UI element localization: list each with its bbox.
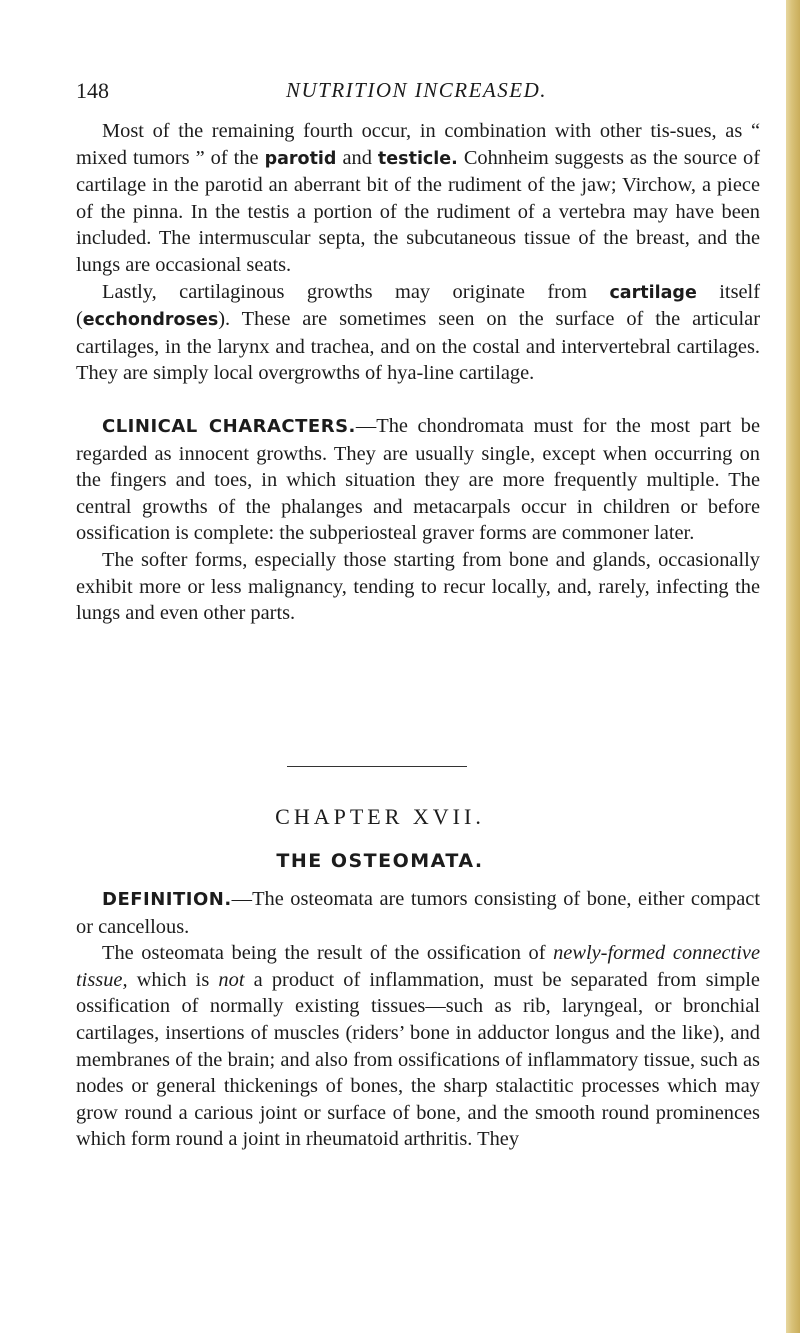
- text-run: The osteomata being the result of the ossification of: [102, 942, 554, 965]
- text-run: The softer forms, especially those starting from bone and glands, occasionally exhibit more or less malignancy, tending to recur locally, and, rarely, infecting the lungs and even other parts.: [76, 548, 760, 625]
- bold-term-parotid: parotid: [264, 148, 337, 169]
- paragraph-clinical-characters: [76, 413, 760, 547]
- text-run: Lastly, cartilaginous growths may originate from: [102, 280, 610, 303]
- text-run: a product of inflammation, must be separated from simple ossification of normally existing tissues—such as rib, laryngeal, or bronchial cartilages, insertions of muscles (riders’ bone in adductor longus and the like), and membranes of the brain; and also from ossifications of inflammatory tissue, such as nodes or general thickenings of bones, the sharp stalactitic processes which may grow round a carious joint or surface of bone, and the smooth round prominences which form round a joint in rheumatoid arthritis. They: [76, 968, 760, 1151]
- body-text-top: [76, 118, 760, 627]
- italic-term-not: not: [218, 968, 245, 991]
- chapter-number: CHAPTER XVII.: [275, 804, 485, 829]
- text-run: ). These are sometimes seen on the surface of the articular cartilages, in the larynx and trachea, and on the costal and intervertebral cartilages. They are simply local overgrowths of hya-line cartilage.: [76, 308, 760, 385]
- section-heading-definition: DEFINITION.: [102, 889, 232, 910]
- chapter-divider: [287, 766, 467, 767]
- bold-term-cartilage: cartilage: [609, 282, 697, 303]
- bold-term-ecchondroses: ecchondroses: [82, 310, 219, 331]
- chapter-title: THE OSTEOMATA.: [276, 850, 484, 872]
- text-run: itself (: [76, 280, 761, 331]
- text-run: Cohnheim suggests as the source of cartilage in the parotid an aberrant bit of the rudiment of the jaw; Virchow, a piece of the pinna. In the testis a portion of the rudiment of a vertebra may have been included. The intermuscular septa, the subcutaneous tissue of the breast, and the lungs are occasional seats.: [76, 146, 761, 276]
- running-head: NUTRITION INCREASED.: [286, 78, 547, 102]
- text-run: —The osteomata are tumors consisting of bone, either compact or cancellous.: [76, 888, 760, 938]
- text-run: Most of the remaining fourth occur, in combination with other tis-sues, as “ mixed tumors ” of the: [76, 120, 760, 169]
- text-run: —The chondromata must for the most part be regarded as innocent growths. They are usually single, except when occurring on the fingers and toes, in which situation they are more frequently multiple. The central growths of the phalanges and metacarpals occur in children or before ossification is complete: the subperiosteal graver forms are commoner later.: [76, 414, 760, 545]
- text-run: which is: [127, 968, 219, 991]
- paragraph-ecchondroses: [76, 279, 760, 387]
- page-number: 148: [76, 78, 109, 103]
- page-edge: [786, 0, 800, 1333]
- spacer: [76, 387, 760, 413]
- paragraph-osteomata: [76, 940, 760, 1153]
- paragraph-softer-forms: [76, 547, 760, 627]
- page-header: [76, 78, 756, 108]
- section-heading-clinical: CLINICAL CHARACTERS.: [102, 415, 356, 437]
- italic-term-newly-formed: newly-formed connective tissue,: [76, 942, 760, 991]
- paragraph-mixed-tumors: [76, 118, 760, 279]
- bold-term-testicle: testicle.: [377, 148, 458, 169]
- text-run: and: [336, 146, 378, 169]
- body-text-bottom: [76, 886, 760, 1153]
- paragraph-definition: [76, 886, 760, 940]
